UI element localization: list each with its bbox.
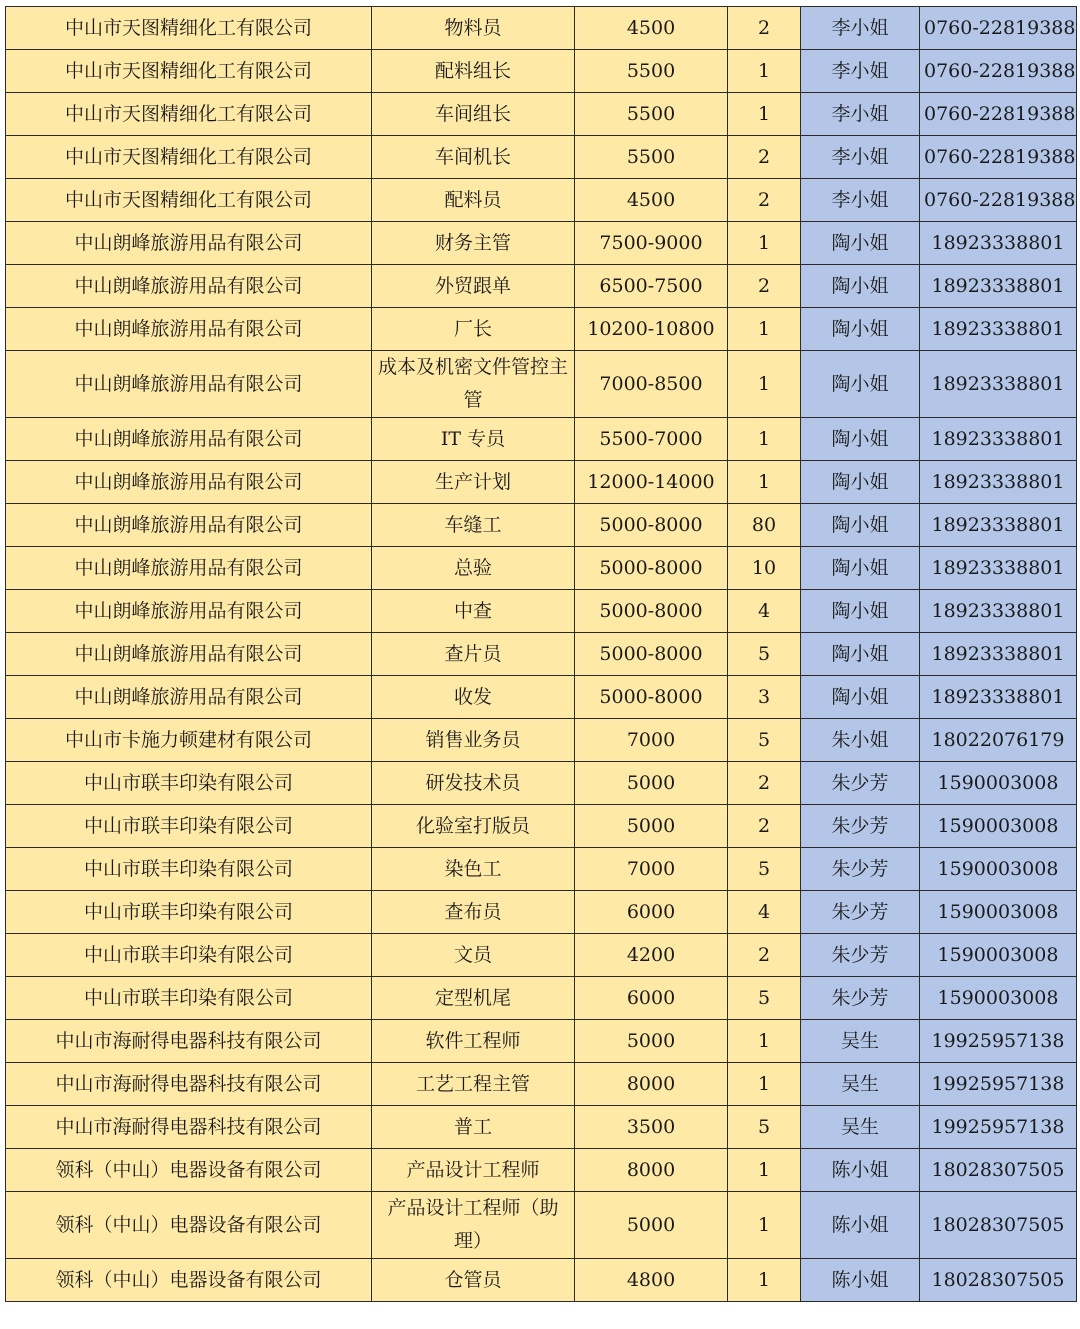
contact-person-cell: 陶小姐 [801, 676, 920, 719]
phone-cell: 0760-22819388 [920, 93, 1077, 136]
salary-cell: 7000-8500 [575, 351, 728, 418]
phone-cell: 1590003008 [920, 977, 1077, 1020]
position-cell: 产品设计工程师 [372, 1149, 575, 1192]
phone-cell: 18923338801 [920, 676, 1077, 719]
headcount-cell: 1 [728, 50, 801, 93]
position-cell: 财务主管 [372, 222, 575, 265]
phone-cell: 18923338801 [920, 461, 1077, 504]
position-cell: 查布员 [372, 891, 575, 934]
company-cell: 领科（中山）电器设备有限公司 [6, 1192, 372, 1259]
table-row [6, 7, 1077, 50]
contact-person-cell: 陈小姐 [801, 1149, 920, 1192]
company-cell: 中山朗峰旅游用品有限公司 [6, 676, 372, 719]
position-cell: 中查 [372, 590, 575, 633]
salary-cell: 7000 [575, 848, 728, 891]
contact-person-cell: 陶小姐 [801, 590, 920, 633]
contact-person-cell: 朱小姐 [801, 719, 920, 762]
salary-cell: 5500-7000 [575, 418, 728, 461]
phone-cell: 19925957138 [920, 1106, 1077, 1149]
phone-cell: 0760-22819388 [920, 50, 1077, 93]
position-cell: 普工 [372, 1106, 575, 1149]
salary-cell: 4500 [575, 179, 728, 222]
headcount-cell: 1 [728, 1149, 801, 1192]
headcount-cell: 2 [728, 762, 801, 805]
phone-cell: 18923338801 [920, 222, 1077, 265]
table-row [6, 762, 1077, 805]
company-cell: 中山市天图精细化工有限公司 [6, 136, 372, 179]
phone-cell: 0760-22819388 [920, 7, 1077, 50]
company-cell: 中山朗峰旅游用品有限公司 [6, 222, 372, 265]
phone-cell: 1590003008 [920, 805, 1077, 848]
headcount-cell: 5 [728, 1106, 801, 1149]
contact-person-cell: 陶小姐 [801, 504, 920, 547]
headcount-cell: 2 [728, 136, 801, 179]
salary-cell: 7000 [575, 719, 728, 762]
salary-cell: 5000-8000 [575, 504, 728, 547]
company-cell: 中山市联丰印染有限公司 [6, 977, 372, 1020]
table-row [6, 590, 1077, 633]
position-cell: 定型机尾 [372, 977, 575, 1020]
phone-cell: 1590003008 [920, 848, 1077, 891]
contact-person-cell: 朱少芳 [801, 848, 920, 891]
headcount-cell: 1 [728, 461, 801, 504]
company-cell: 中山市天图精细化工有限公司 [6, 93, 372, 136]
table-row [6, 719, 1077, 762]
headcount-cell: 2 [728, 179, 801, 222]
position-cell: 化验室打版员 [372, 805, 575, 848]
phone-cell: 18022076179 [920, 719, 1077, 762]
company-cell: 中山市海耐得电器科技有限公司 [6, 1063, 372, 1106]
contact-person-cell: 朱少芳 [801, 762, 920, 805]
table-row [6, 1020, 1077, 1063]
contact-person-cell: 朱少芳 [801, 805, 920, 848]
salary-cell: 5000 [575, 805, 728, 848]
contact-person-cell: 陶小姐 [801, 547, 920, 590]
table-row [6, 934, 1077, 977]
table-row [6, 265, 1077, 308]
contact-person-cell: 李小姐 [801, 7, 920, 50]
contact-person-cell: 李小姐 [801, 179, 920, 222]
phone-cell: 19925957138 [920, 1020, 1077, 1063]
salary-cell: 12000-14000 [575, 461, 728, 504]
company-cell: 中山朗峰旅游用品有限公司 [6, 590, 372, 633]
headcount-cell: 2 [728, 265, 801, 308]
phone-cell: 18923338801 [920, 418, 1077, 461]
contact-person-cell: 吴生 [801, 1020, 920, 1063]
salary-cell: 5000-8000 [575, 547, 728, 590]
position-cell: 销售业务员 [372, 719, 575, 762]
table-row [6, 308, 1077, 351]
contact-person-cell: 陶小姐 [801, 461, 920, 504]
contact-person-cell: 陈小姐 [801, 1259, 920, 1302]
phone-cell: 1590003008 [920, 934, 1077, 977]
contact-person-cell: 陶小姐 [801, 308, 920, 351]
company-cell: 中山朗峰旅游用品有限公司 [6, 265, 372, 308]
headcount-cell: 1 [728, 1063, 801, 1106]
position-cell: 外贸跟单 [372, 265, 575, 308]
headcount-cell: 1 [728, 1192, 801, 1259]
position-cell: 厂长 [372, 308, 575, 351]
salary-cell: 4200 [575, 934, 728, 977]
company-cell: 中山朗峰旅游用品有限公司 [6, 547, 372, 590]
headcount-cell: 1 [728, 308, 801, 351]
salary-cell: 5000 [575, 1192, 728, 1259]
headcount-cell: 4 [728, 891, 801, 934]
headcount-cell: 3 [728, 676, 801, 719]
salary-cell: 5000-8000 [575, 633, 728, 676]
table-row [6, 179, 1077, 222]
salary-cell: 10200-10800 [575, 308, 728, 351]
table-row [6, 93, 1077, 136]
company-cell: 中山朗峰旅游用品有限公司 [6, 351, 372, 418]
phone-cell: 18923338801 [920, 633, 1077, 676]
phone-cell: 18028307505 [920, 1192, 1077, 1259]
contact-person-cell: 陶小姐 [801, 418, 920, 461]
table-row [6, 351, 1077, 418]
phone-cell: 0760-22819388 [920, 136, 1077, 179]
headcount-cell: 2 [728, 805, 801, 848]
headcount-cell: 2 [728, 934, 801, 977]
headcount-cell: 1 [728, 1020, 801, 1063]
headcount-cell: 1 [728, 93, 801, 136]
position-cell: 文员 [372, 934, 575, 977]
table-row [6, 891, 1077, 934]
phone-cell: 18923338801 [920, 265, 1077, 308]
phone-cell: 18923338801 [920, 504, 1077, 547]
company-cell: 中山朗峰旅游用品有限公司 [6, 418, 372, 461]
position-cell: 收发 [372, 676, 575, 719]
company-cell: 中山朗峰旅游用品有限公司 [6, 504, 372, 547]
phone-cell: 18923338801 [920, 547, 1077, 590]
phone-cell: 18028307505 [920, 1149, 1077, 1192]
position-cell: 成本及机密文件管控主管 [372, 351, 575, 418]
company-cell: 中山市联丰印染有限公司 [6, 805, 372, 848]
position-cell: 染色工 [372, 848, 575, 891]
table-row [6, 805, 1077, 848]
company-cell: 中山朗峰旅游用品有限公司 [6, 633, 372, 676]
headcount-cell: 80 [728, 504, 801, 547]
phone-cell: 18923338801 [920, 351, 1077, 418]
contact-person-cell: 陈小姐 [801, 1192, 920, 1259]
headcount-cell: 4 [728, 590, 801, 633]
table-row [6, 136, 1077, 179]
phone-cell: 1590003008 [920, 891, 1077, 934]
contact-person-cell: 吴生 [801, 1106, 920, 1149]
table-row [6, 50, 1077, 93]
position-cell: 生产计划 [372, 461, 575, 504]
table-row [6, 1106, 1077, 1149]
headcount-cell: 5 [728, 848, 801, 891]
salary-cell: 4500 [575, 7, 728, 50]
headcount-cell: 5 [728, 977, 801, 1020]
position-cell: 查片员 [372, 633, 575, 676]
headcount-cell: 1 [728, 418, 801, 461]
position-cell: 研发技术员 [372, 762, 575, 805]
position-cell: 软件工程师 [372, 1020, 575, 1063]
salary-cell: 3500 [575, 1106, 728, 1149]
company-cell: 中山市联丰印染有限公司 [6, 762, 372, 805]
phone-cell: 0760-22819388 [920, 179, 1077, 222]
position-cell: 车间机长 [372, 136, 575, 179]
table-row [6, 418, 1077, 461]
company-cell: 中山朗峰旅游用品有限公司 [6, 461, 372, 504]
table-row [6, 504, 1077, 547]
contact-person-cell: 李小姐 [801, 93, 920, 136]
company-cell: 中山市联丰印染有限公司 [6, 934, 372, 977]
contact-person-cell: 李小姐 [801, 136, 920, 179]
table-row [6, 1149, 1077, 1192]
salary-cell: 5000-8000 [575, 676, 728, 719]
headcount-cell: 1 [728, 1259, 801, 1302]
headcount-cell: 1 [728, 351, 801, 418]
table-row [6, 1259, 1077, 1302]
contact-person-cell: 吴生 [801, 1063, 920, 1106]
company-cell: 中山市天图精细化工有限公司 [6, 50, 372, 93]
contact-person-cell: 陶小姐 [801, 633, 920, 676]
headcount-cell: 10 [728, 547, 801, 590]
position-cell: IT 专员 [372, 418, 575, 461]
contact-person-cell: 陶小姐 [801, 222, 920, 265]
contact-person-cell: 陶小姐 [801, 265, 920, 308]
salary-cell: 8000 [575, 1149, 728, 1192]
table-row [6, 1192, 1077, 1259]
position-cell: 总验 [372, 547, 575, 590]
salary-cell: 8000 [575, 1063, 728, 1106]
position-cell: 配料员 [372, 179, 575, 222]
phone-cell: 19925957138 [920, 1063, 1077, 1106]
company-cell: 中山市联丰印染有限公司 [6, 848, 372, 891]
job-listing-table [5, 6, 1077, 1302]
company-cell: 中山市海耐得电器科技有限公司 [6, 1106, 372, 1149]
table-row [6, 676, 1077, 719]
position-cell: 产品设计工程师（助理） [372, 1192, 575, 1259]
position-cell: 仓管员 [372, 1259, 575, 1302]
salary-cell: 6000 [575, 977, 728, 1020]
company-cell: 中山朗峰旅游用品有限公司 [6, 308, 372, 351]
salary-cell: 5000 [575, 1020, 728, 1063]
table-row [6, 1063, 1077, 1106]
table-row [6, 547, 1077, 590]
phone-cell: 18923338801 [920, 308, 1077, 351]
headcount-cell: 2 [728, 7, 801, 50]
position-cell: 车间组长 [372, 93, 575, 136]
company-cell: 中山市天图精细化工有限公司 [6, 7, 372, 50]
table-row [6, 222, 1077, 265]
position-cell: 物料员 [372, 7, 575, 50]
salary-cell: 6000 [575, 891, 728, 934]
table-row [6, 633, 1077, 676]
job-rows [6, 7, 1077, 1302]
salary-cell: 5000 [575, 762, 728, 805]
phone-cell: 1590003008 [920, 762, 1077, 805]
contact-person-cell: 李小姐 [801, 50, 920, 93]
phone-cell: 18923338801 [920, 590, 1077, 633]
salary-cell: 5500 [575, 136, 728, 179]
contact-person-cell: 陶小姐 [801, 351, 920, 418]
contact-person-cell: 朱少芳 [801, 934, 920, 977]
company-cell: 中山市海耐得电器科技有限公司 [6, 1020, 372, 1063]
position-cell: 工艺工程主管 [372, 1063, 575, 1106]
salary-cell: 6500-7500 [575, 265, 728, 308]
company-cell: 领科（中山）电器设备有限公司 [6, 1259, 372, 1302]
table-row [6, 848, 1077, 891]
company-cell: 中山市卡施力顿建材有限公司 [6, 719, 372, 762]
salary-cell: 5000-8000 [575, 590, 728, 633]
headcount-cell: 5 [728, 719, 801, 762]
contact-person-cell: 朱少芳 [801, 977, 920, 1020]
salary-cell: 7500-9000 [575, 222, 728, 265]
phone-cell: 18028307505 [920, 1259, 1077, 1302]
headcount-cell: 1 [728, 222, 801, 265]
salary-cell: 4800 [575, 1259, 728, 1302]
table-row [6, 977, 1077, 1020]
table-row [6, 461, 1077, 504]
company-cell: 中山市天图精细化工有限公司 [6, 179, 372, 222]
salary-cell: 5500 [575, 93, 728, 136]
position-cell: 配料组长 [372, 50, 575, 93]
company-cell: 领科（中山）电器设备有限公司 [6, 1149, 372, 1192]
company-cell: 中山市联丰印染有限公司 [6, 891, 372, 934]
position-cell: 车缝工 [372, 504, 575, 547]
headcount-cell: 5 [728, 633, 801, 676]
contact-person-cell: 朱少芳 [801, 891, 920, 934]
salary-cell: 5500 [575, 50, 728, 93]
